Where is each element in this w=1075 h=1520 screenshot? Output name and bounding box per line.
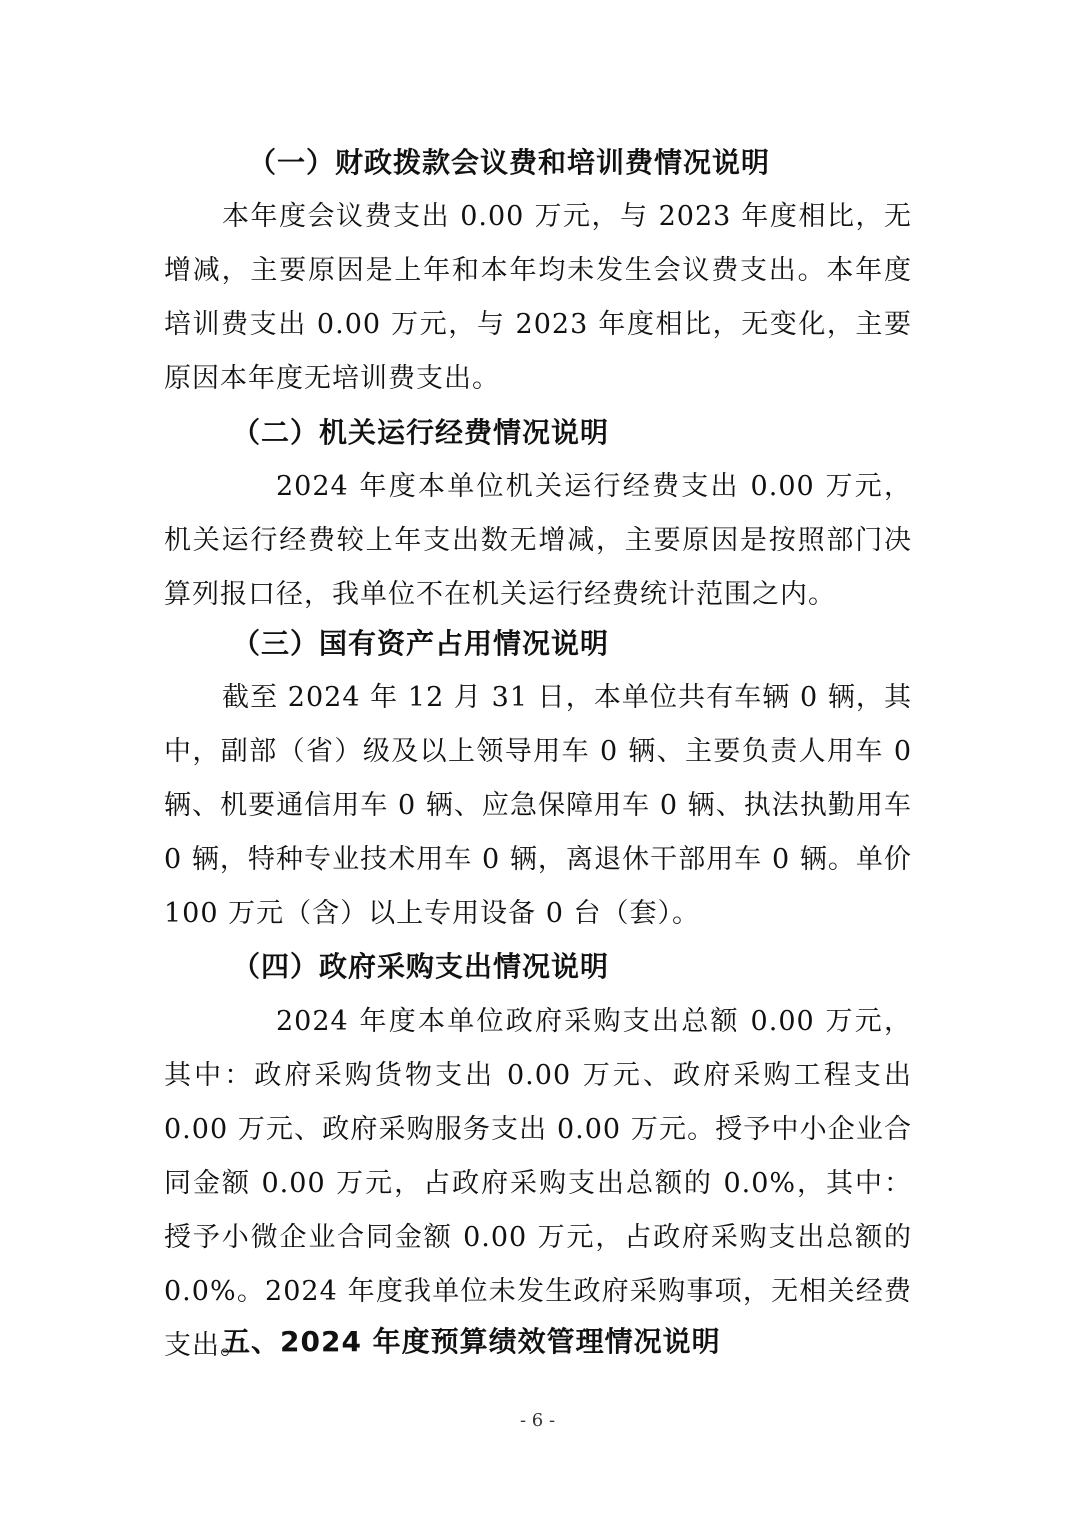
paragraph-state-assets: 截至 2024 年 12 月 31 日，本单位共有车辆 0 辆，其中，副部（省）级及以上领导用车 0 辆、主要负责人用车 0 辆、机要通信用车 0 辆、应急保障用车 0 辆、执法执勤用车 0 辆，特种专业技术用车 0 辆，离退休干部用车 0 辆。单价 100 万元（含）以上专用设备 0 台（套）。: [164, 682, 912, 929]
paragraph-government-procurement: 2024 年度本单位政府采购支出总额 0.00 万元，其中：政府采购货物支出 0.00 万元、政府采购工程支出 0.00 万元、政府采购服务支出 0.00 万元。授予中小企业合同金额 0.00 万元，占政府采购支出总额的 0.0%，其中：授予小微企业合同金额 0.00 万元，占政府采购支出总额的 0.0%。2024 年度我单位未发生政府采购事项，无相关经费支出。: [164, 1006, 912, 1361]
section-heading-government-procurement: （四）政府采购支出情况说明: [232, 950, 610, 983]
page-number: - 6 -: [519, 1410, 556, 1431]
section-heading-performance-management: 五、2024 年度预算绩效管理情况说明: [222, 1325, 721, 1358]
section-heading-operating-expenses: （二）机关运行经费情况说明: [232, 416, 610, 449]
section-heading-meeting-training: （一）财政拨款会议费和培训费情况说明: [248, 146, 771, 179]
paragraph-operating-expenses: 2024 年度本单位机关运行经费支出 0.00 万元，机关运行经费较上年支出数无增减，主要原因是按照部门决算列报口径，我单位不在机关运行经费统计范围之内。: [164, 471, 912, 610]
section-heading-state-assets: （三）国有资产占用情况说明: [232, 627, 610, 660]
paragraph-meeting-training: 本年度会议费支出 0.00 万元，与 2023 年度相比，无增减，主要原因是上年和本年均未发生会议费支出。本年度培训费支出 0.00 万元，与 2023 年度相比，无变化，主要原因本年度无培训费支出。: [164, 201, 912, 394]
